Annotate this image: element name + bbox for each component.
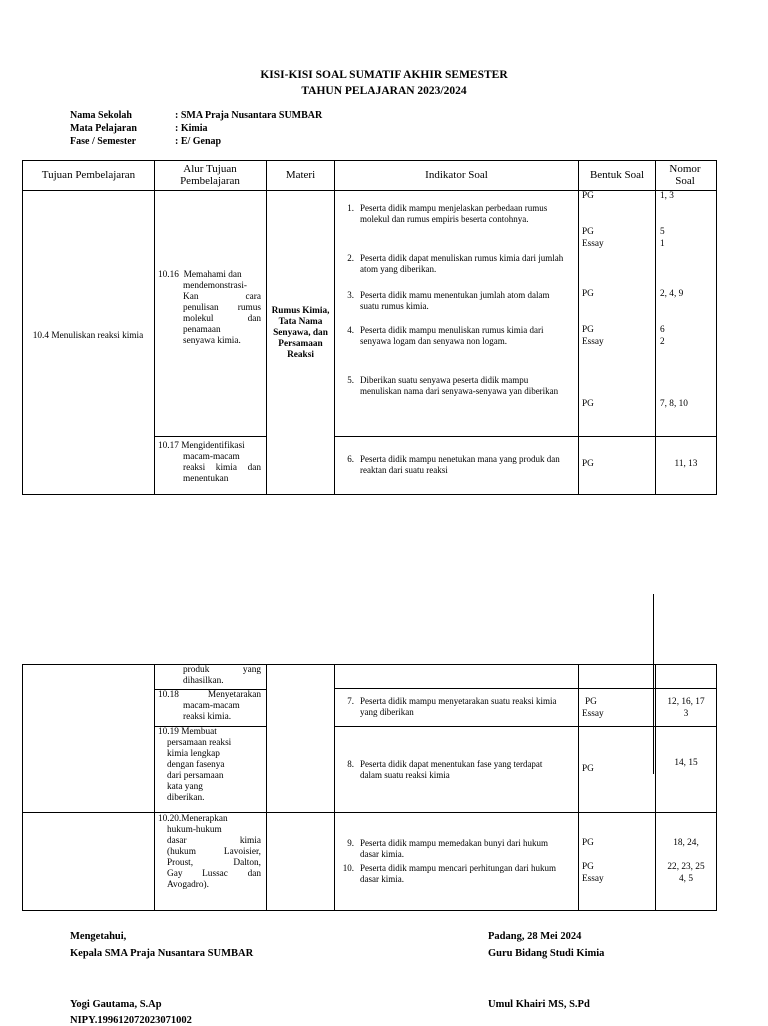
bentuk-8: PG [582, 764, 594, 774]
indicator-number: 3. [347, 290, 354, 300]
indicator-number: 1. [347, 203, 354, 213]
nomor-6: 11, 13 [674, 459, 698, 469]
sign-left-name: Yogi Gautama, S.Ap [70, 999, 162, 1010]
bentuk-2a: PG [582, 227, 594, 237]
indicator-text: Peserta didik mampu menjelaskan perbedaan rumus molekul dan rumus empiris beserta contohnya. [360, 203, 548, 224]
nomor-2a: 5 [660, 227, 665, 237]
bentuk-1: PG [582, 191, 594, 201]
subject-value: : Kimia [175, 123, 208, 134]
phase-label: Fase / Semester [70, 136, 137, 147]
nomor-2b: 1 [660, 239, 665, 249]
bentuk-2b: Essay [582, 239, 604, 249]
alur-10-19: 10.19 Membuat persamaan reaksi kimia lengkap dengan fasenya dari persamaan kata yang diberikan. [158, 727, 232, 803]
indicator-number: 6. [347, 454, 354, 464]
bentuk-10a: PG [582, 862, 594, 872]
nomor-3: 2, 4, 9 [660, 289, 684, 299]
school-value: : SMA Praja Nusantara SUMBAR [175, 110, 323, 121]
bentuk-4b: Essay [582, 337, 604, 347]
phase-value: : E/ Genap [175, 136, 222, 147]
sign-left-line2: Kepala SMA Praja Nusantara SUMBAR [70, 948, 254, 959]
indicator-text: Diberikan suatu senyawa peserta didik mampu menuliskan nama dari senyawa-senyawa yan diberikan [360, 375, 559, 396]
nomor-9: 18, 24, [673, 838, 699, 848]
bentuk-7a: PG [585, 697, 597, 707]
indicator-text: Peserta didik mampu nenetukan mana yang produk dan reaktan dari suatu reaksi [360, 454, 560, 475]
indicator-number: 5. [347, 375, 354, 385]
indicator-number: 7. [347, 696, 354, 706]
indicator-text: Peserta didik dapat menentukan fase yang terdapat dalam suatu reaksi kimia [360, 759, 543, 780]
header-nomor: Nomor Soal [669, 163, 701, 187]
indicator-number: 9. [347, 838, 354, 848]
header-indikator: Indikator Soal [425, 169, 488, 181]
subject-label: Mata Pelajaran [70, 123, 137, 134]
nomor-4b: 2 [660, 337, 665, 347]
indicator-text: Peserta didik mampu mencari perhitungan dari hukum dasar kimia. [360, 863, 556, 884]
indicator-number: 4. [347, 325, 354, 335]
indicator-text: Peserta didik mampu memedakan bunyi dari hukum dasar kimia. [360, 838, 548, 859]
indicator-number: 8. [347, 759, 354, 769]
header-materi: Materi [285, 169, 316, 181]
materi-cell: Rumus Kimia, Tata Nama Senyawa, dan Persamaan Reaksi [271, 306, 330, 360]
bentuk-9: PG [582, 838, 594, 848]
sign-right-line1: Padang, 28 Mei 2024 [488, 931, 582, 942]
alur-10-16: 10.16 Memahami dan mendemonstrasi- Kan cara penulisan rumus molekul dan penamaan senyawa kimia. [158, 270, 261, 346]
alur-10-17: 10.17 Mengidentifikasi macam-macam reaksi kimia dan menentukan [158, 441, 261, 484]
bentuk-10b: Essay [582, 874, 604, 884]
nomor-10a: 22, 23, 25 [667, 862, 705, 872]
school-label: Nama Sekolah [70, 110, 132, 121]
document-title: KISI-KISI SOAL SUMATIF AKHIR SEMESTER [260, 69, 508, 81]
alur-10-20: 10.20.Menerapkan hukum-hukum dasar kimia (hukum Lavoisier, Proust, Dalton, Gay Lussac dan Avogadro). [158, 814, 261, 890]
alur-10-17-continued: produk yang dihasilkan. [183, 665, 261, 686]
nomor-7b: 3 [683, 709, 689, 719]
bentuk-6: PG [582, 459, 594, 469]
indicator-text: Peserta didik mampu menuliskan rumus kimia dari senyawa logam dan senyawa non logam. [360, 325, 544, 346]
document-subtitle: TAHUN PELAJARAN 2023/2024 [301, 85, 467, 97]
indicator-text: Peserta didik mampu menyetarakan suatu reaksi kimia yang diberikan [360, 696, 557, 717]
nomor-5: 7, 8, 10 [660, 399, 688, 409]
header-bentuk: Bentuk Soal [589, 169, 645, 181]
header-alur: Alur Tujuan Pembelajaran [180, 163, 240, 187]
nomor-8: 14, 15 [674, 758, 698, 768]
sign-left-line1: Mengetahui, [70, 931, 127, 942]
sign-left-nip: NIPY.199612072023071002 [70, 1015, 192, 1026]
indicator-text: Peserta didik mamu menentukan jumlah atom dalam suatu rumus kimia. [360, 290, 550, 311]
page-break-line [653, 594, 654, 774]
alur-10-18: 10.18 Menyetarakan macam-macam reaksi kimia. [158, 690, 261, 722]
bentuk-5: PG [582, 399, 594, 409]
bentuk-3: PG [582, 289, 594, 299]
indicator-text: Peserta didik dapat menuliskan rumus kimia dari jumlah atom yang diberikan. [360, 253, 564, 274]
header-tujuan: Tujuan Pembelajaran [41, 169, 136, 181]
nomor-4a: 6 [660, 325, 665, 335]
indicator-number: 10. [342, 863, 354, 873]
indicator-number: 2. [347, 253, 354, 263]
nomor-10b: 4, 5 [679, 874, 693, 884]
sign-right-name: Umul Khairi MS, S.Pd [488, 999, 590, 1010]
bentuk-4a: PG [582, 325, 594, 335]
bentuk-7b: Essay [582, 709, 604, 719]
nomor-1: 1, 3 [660, 191, 674, 201]
sign-right-line2: Guru Bidang Studi Kimia [488, 948, 605, 959]
tujuan-cell: 10.4 Menuliskan reaksi kimia [32, 331, 144, 341]
nomor-7a: 12, 16, 17 [667, 697, 705, 707]
